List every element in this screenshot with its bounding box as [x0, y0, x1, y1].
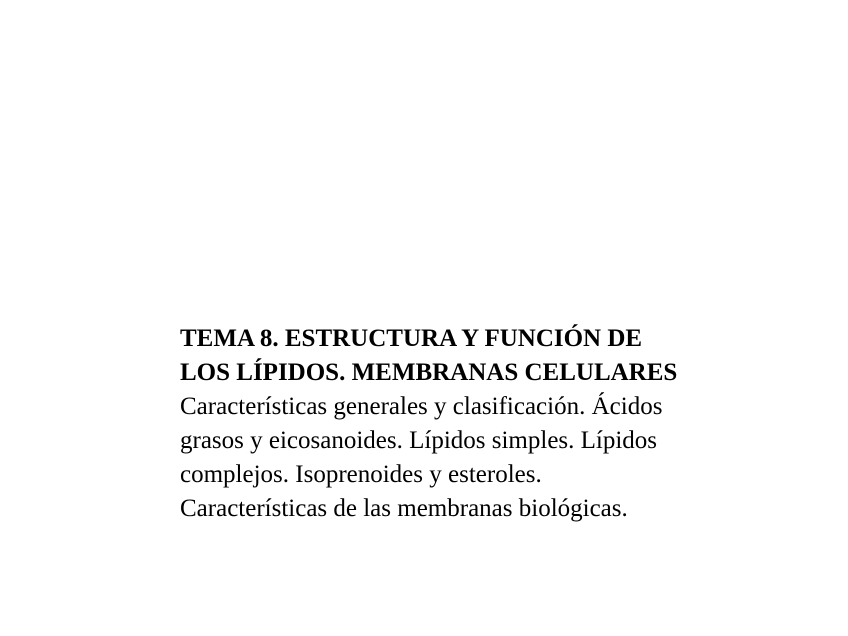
body-line: Características de las membranas biológicas. — [180, 495, 628, 522]
title-line: TEMA 8. ESTRUCTURA Y FUNCIÓN DE — [180, 325, 643, 352]
body-line: grasos y eicosanoides. Lípidos simples. Lípidos — [180, 427, 658, 454]
slide-text-block — [180, 322, 820, 526]
body-line: complejos. Isoprenoides y esteroles. — [180, 461, 542, 488]
slide-body — [180, 390, 820, 526]
slide-title — [180, 322, 820, 390]
body-line: Características generales y clasificación. Ácidos — [180, 393, 663, 420]
title-line: LOS LÍPIDOS. MEMBRANAS CELULARES — [180, 359, 678, 386]
